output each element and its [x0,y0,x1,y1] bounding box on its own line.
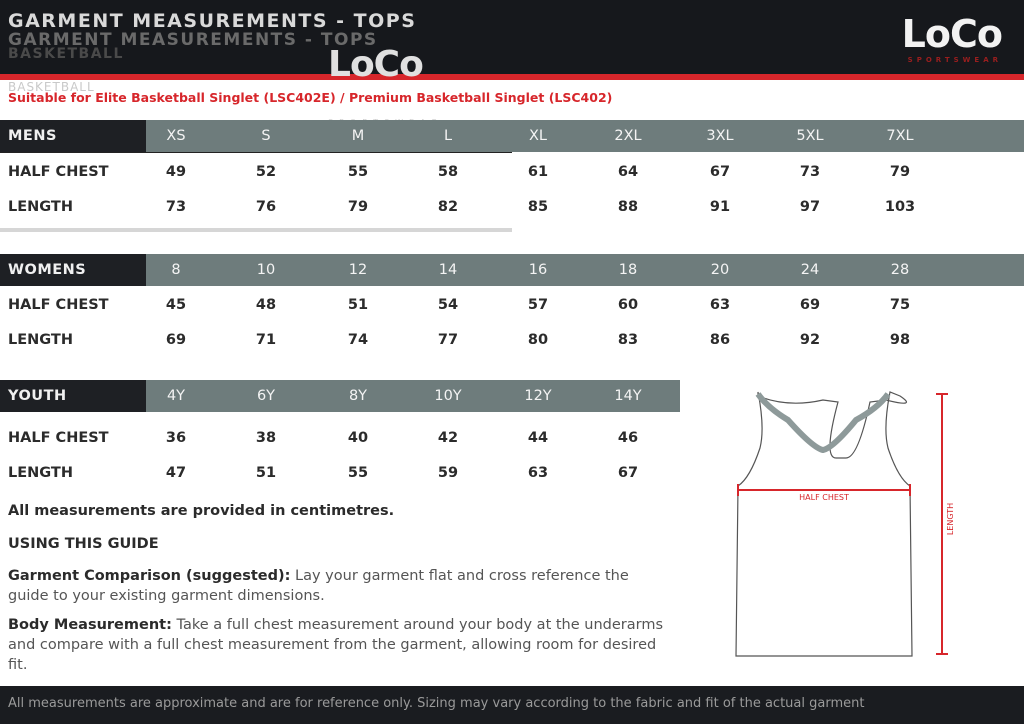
row-label: LENGTH [8,199,73,215]
header-ghost-line2: BASKETBALL [8,46,124,62]
table-cell: 59 [437,465,459,481]
body-measurement-title: Body Measurement: [8,617,172,633]
youth-label: YOUTH [8,388,67,404]
table-cell: 67 [617,465,639,481]
womens-length-row [0,324,1024,356]
table-cell: 71 [255,332,277,348]
size-header-cell: 24 [800,262,820,278]
table-cell: 67 [709,164,731,180]
guide-title: USING THIS GUIDE [8,536,159,552]
mens-half-chest-row [0,156,1024,188]
size-header-cell: L [443,128,453,144]
table-cell: 40 [347,430,369,446]
length-label: LENGTH [946,502,955,536]
logo-subtitle: SPORTSWEAR [907,56,1002,64]
size-header-cell: M [351,128,365,144]
mens-size-header [0,120,1024,152]
table-cell: 77 [437,332,459,348]
comparison-text: Lay your garment flat and cross reference the guide to your existing garment dimensions. [8,568,629,604]
table-cell: 57 [527,297,549,313]
table-cell: 91 [709,199,731,215]
table-cell: 64 [617,164,639,180]
singlet-outline [736,392,912,656]
row-label: HALF CHEST [8,297,109,313]
table-cell: 92 [799,332,821,348]
womens-size-header [0,254,1024,286]
row-label: LENGTH [8,465,73,481]
row-label: HALF CHEST [8,430,109,446]
table-cell: 51 [347,297,369,313]
table-cell: 74 [347,332,369,348]
row-label: HALF CHEST [8,164,109,180]
size-header-cell: 10 [256,262,276,278]
ghost-logo: LoCo [328,44,423,85]
table-cell: 52 [255,164,277,180]
table-cell: 98 [889,332,911,348]
table-cell: 69 [799,297,821,313]
table-cell: 54 [437,297,459,313]
table-cell: 36 [165,430,187,446]
womens-label: WOMENS [8,262,87,278]
table-cell: 79 [347,199,369,215]
table-cell: 51 [255,465,277,481]
table-cell: 58 [437,164,459,180]
table-cell: 42 [437,430,459,446]
row-label: LENGTH [8,332,73,348]
table-cell: 79 [889,164,911,180]
page-title: GARMENT MEASUREMENTS - TOPS [8,10,417,32]
body-measurement-text: Take a full chest measurement around your body at the underarms and compare with a full chest measurement from the garment, allowing room for desired fit. [8,617,664,673]
table-cell: 44 [527,430,549,446]
table-cell: 83 [617,332,639,348]
mens-label: MENS [8,128,57,144]
size-header-cell: 12 [348,262,368,278]
size-header-cell: 12Y [524,388,552,404]
size-header-cell: 20 [710,262,730,278]
table-cell: 85 [527,199,549,215]
size-header-cell: XL [528,128,547,144]
table-cell: 97 [799,199,821,215]
mens-length-row [0,191,1024,223]
footer-disclaimer: All measurements are approximate and are for reference only. Sizing may vary according to the fabric and fit of the actual garment [8,696,865,711]
size-header-cell: XS [166,128,186,144]
table-cell: 63 [709,297,731,313]
size-header-cell: 28 [890,262,910,278]
body-measurement-paragraph [8,615,668,675]
units-note: All measurements are provided in centimetres. [8,503,395,519]
size-header-cell: 5XL [796,128,824,144]
header-ghost-line1: GARMENT MEASUREMENTS - TOPS [8,30,378,50]
footer-bar [0,686,1024,724]
table-cell: 47 [165,465,187,481]
table-cell: 75 [889,297,911,313]
table-cell: 45 [165,297,187,313]
table-cell: 55 [347,465,369,481]
size-header-cell: 16 [528,262,548,278]
table-cell: 86 [709,332,731,348]
size-header-cell: S [261,128,271,144]
comparison-paragraph [8,566,668,606]
size-header-cell: 8Y [348,388,368,404]
size-header-cell: 18 [618,262,638,278]
subheader-ghost: BASKETBALL [8,80,95,94]
table-cell: 61 [527,164,549,180]
size-header-cell: 8 [171,262,181,278]
accent-divider [0,74,1024,80]
table-cell: 38 [255,430,277,446]
womens-half-chest-row [0,289,1024,321]
size-header-cell: 14Y [614,388,642,404]
half-chest-label: HALF CHEST [799,493,849,502]
size-header-cell: 14 [438,262,458,278]
size-header-cell: 3XL [706,128,734,144]
table-cell: 103 [884,199,916,215]
header-bar [0,0,1024,74]
youth-size-header [0,380,680,412]
table-cell: 73 [165,199,187,215]
table-cell: 63 [527,465,549,481]
table-cell: 73 [799,164,821,180]
table-cell: 60 [617,297,639,313]
suitable-products-note: Suitable for Elite Basketball Singlet (LSC402E) / Premium Basketball Singlet (LSC402) [8,90,613,105]
singlet-diagram [728,388,978,663]
size-header-cell: 2XL [614,128,642,144]
table-cell: 49 [165,164,187,180]
section-divider [0,228,512,232]
table-rule [0,152,512,153]
size-header-cell: 7XL [886,128,914,144]
table-cell: 48 [255,297,277,313]
table-cell: 76 [255,199,277,215]
loco-logo: LoCo [901,12,1002,56]
comparison-title: Garment Comparison (suggested): [8,568,291,584]
table-cell: 46 [617,430,639,446]
table-cell: 88 [617,199,639,215]
table-cell: 55 [347,164,369,180]
table-cell: 69 [165,332,187,348]
table-cell: 80 [527,332,549,348]
size-header-cell: 10Y [434,388,462,404]
table-cell: 82 [437,199,459,215]
size-header-cell: 4Y [166,388,186,404]
size-header-cell: 6Y [256,388,276,404]
